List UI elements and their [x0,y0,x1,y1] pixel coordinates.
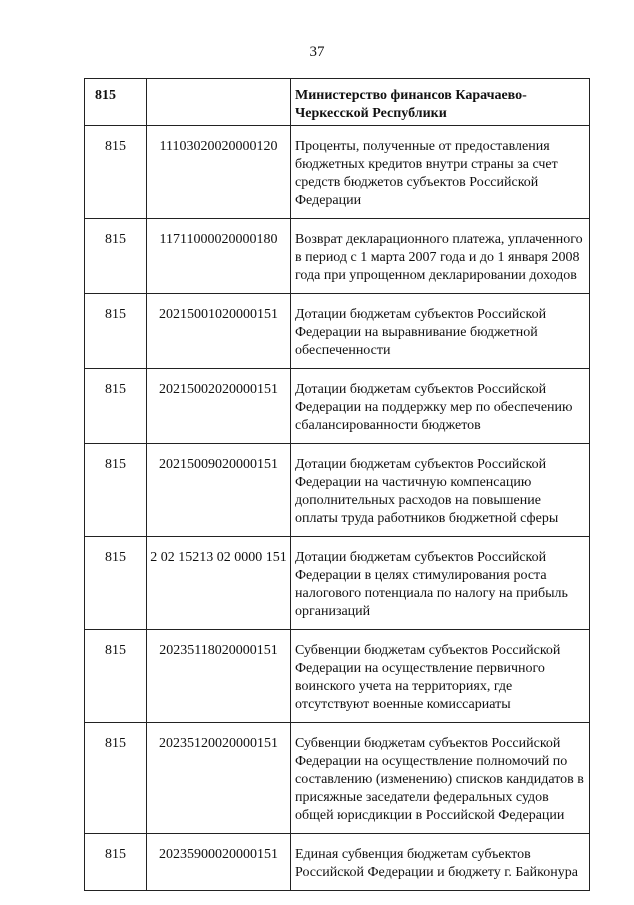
revenue-name-cell: Дотации бюджетам субъектов Российской Федерации в целях стимулирования роста налогового потенциала по налогу на прибыль организаций [291,537,590,630]
revenue-name-cell: Единая субвенция бюджетам субъектов Российской Федерации и бюджету г. Байконура [291,834,590,891]
table-row [85,126,590,219]
admin-code-cell: 815 [85,537,147,630]
revenue-name-cell: Субвенции бюджетам субъектов Российской Федерации на осуществление полномочий по составлению (изменению) списков кандидатов в присяжные заседатели федеральных судов общей юрисдикции в Российской Федерации [291,723,590,834]
revenue-name-cell: Проценты, полученные от предоставления бюджетных кредитов внутри страны за счет средств бюджетов субъектов Российской Федерации [291,126,590,219]
table-row [85,723,590,834]
revenue-name-cell: Дотации бюджетам субъектов Российской Федерации на поддержку мер по обеспечению сбалансированности бюджетов [291,369,590,444]
revenue-name-cell: Субвенции бюджетам субъектов Российской Федерации на осуществление первичного воинского учета на территориях, где отсутствуют военные комиссариаты [291,630,590,723]
budget-code-cell [147,79,291,126]
ministry-name-cell: Министерство финансов Карачаево-Черкесской Республики [291,79,590,126]
budget-code-cell: 20235118020000151 [147,630,291,723]
table-row [85,444,590,537]
budget-code-cell: 20215009020000151 [147,444,291,537]
budget-code-cell: 20235120020000151 [147,723,291,834]
admin-code-cell: 815 [85,834,147,891]
table-row [85,369,590,444]
budget-classification-table [84,78,590,891]
table-row [85,834,590,891]
revenue-name-cell: Дотации бюджетам субъектов Российской Федерации на выравнивание бюджетной обеспеченности [291,294,590,369]
revenue-name-cell: Возврат декларационного платежа, уплаченного в период с 1 марта 2007 года и до 1 января 2008 года при упрощенном декларировании доходов [291,219,590,294]
budget-code-cell: 20215002020000151 [147,369,291,444]
budget-code-cell: 11103020020000120 [147,126,291,219]
ministry-header-row [85,79,590,126]
table-row [85,537,590,630]
budget-code-cell: 2 02 15213 02 0000 151 [147,537,291,630]
table-body [85,79,590,891]
admin-code-cell: 815 [85,444,147,537]
admin-code-cell: 815 [85,369,147,444]
table-row [85,219,590,294]
table-row [85,294,590,369]
admin-code-cell: 815 [85,723,147,834]
admin-code-cell: 815 [85,219,147,294]
table-row [85,630,590,723]
admin-code-cell: 815 [85,126,147,219]
admin-code-cell: 815 [85,294,147,369]
budget-code-cell: 20235900020000151 [147,834,291,891]
admin-code-cell: 815 [85,79,147,126]
page-number: 37 [309,44,325,60]
budget-code-cell: 20215001020000151 [147,294,291,369]
revenue-name-cell: Дотации бюджетам субъектов Российской Федерации на частичную компенсацию дополнительных расходов на повышение оплаты труда работников бюджетной сферы [291,444,590,537]
admin-code-cell: 815 [85,630,147,723]
budget-code-cell: 11711000020000180 [147,219,291,294]
